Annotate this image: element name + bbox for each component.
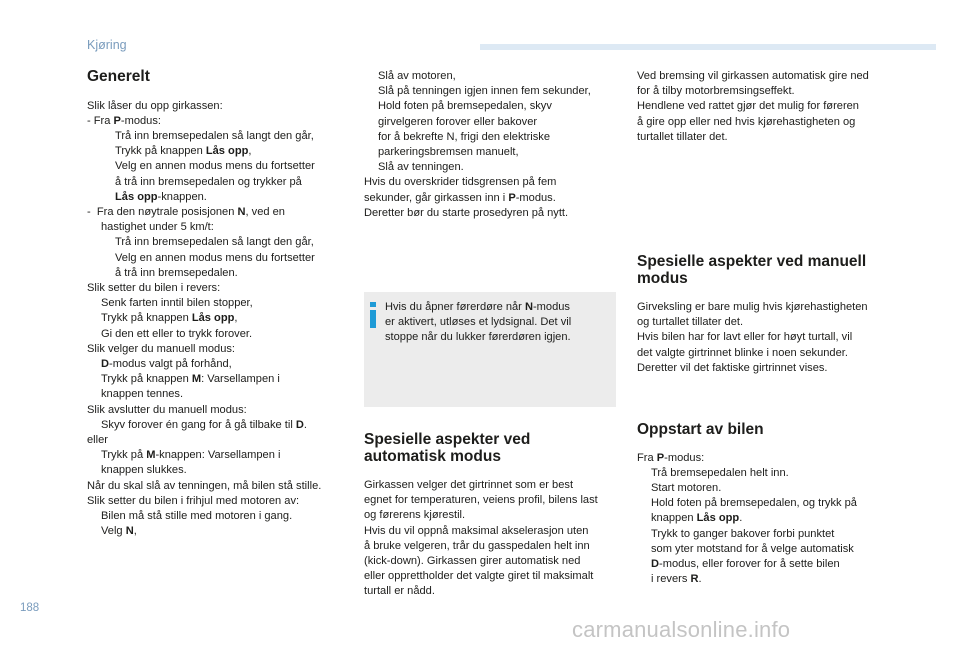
- text-line: eller opprettholder det valgte giret til maksimalt: [364, 570, 594, 583]
- text-line: for å bekrefte N, frigi den elektriske: [378, 130, 551, 143]
- text-line: og førerens kjørestil.: [364, 509, 466, 522]
- text-line: - Fra den nøytrale posisjonen N, ved en: [87, 205, 285, 218]
- list-item: Skyv forover én gang for å gå tilbake til D.: [101, 418, 307, 431]
- list-item: Start motoren.: [651, 481, 722, 494]
- info-text: [385, 300, 607, 346]
- list-item: Gi den ett eller to trykk forover.: [101, 327, 253, 340]
- text-line: egnet for temperaturen, veiens profil, bilens last: [364, 494, 598, 507]
- text-line: Velg N,: [101, 525, 137, 538]
- list-item: Trykk to ganger bakover forbi punktet: [651, 527, 835, 540]
- text-line: Girkassen velger det girtrinnet som er best: [364, 479, 574, 491]
- text-line: turtallet tillater det.: [637, 130, 728, 143]
- text-line: Ved bremsing vil girkassen automatisk gire ned: [637, 70, 869, 82]
- list-item: Bilen må stå stille med motoren i gang.: [101, 509, 293, 522]
- text-line: Hvis du overskrider tidsgrensen på fem: [364, 176, 557, 189]
- text-line: å trå inn bremsepedalen og trykker på: [115, 175, 302, 188]
- text-line: turtall er nådd.: [364, 585, 435, 598]
- text-line: sekunder, går girkassen inn i P-modus.: [364, 191, 556, 204]
- text-line: girvelgeren forover eller bakover: [378, 115, 538, 128]
- text-line: knappen tennes.: [101, 388, 184, 401]
- heading-manual-mode: Spesielle aspekter ved manuell modus: [637, 253, 867, 287]
- text-line: Deretter vil det faktiske girtrinnet vises.: [637, 361, 828, 374]
- text-line: parkeringsbremsen manuelt,: [378, 146, 519, 159]
- text-line: D-modus, eller forover for å sette bilen: [651, 557, 840, 570]
- text-line: Slik avslutter du manuell modus:: [87, 403, 247, 416]
- text-line: Girveksling er bare mulig hvis kjørehastigheten: [637, 301, 868, 313]
- text-line: som yter motstand for å velge automatisk: [651, 542, 854, 555]
- column-1: [87, 69, 349, 539]
- text-line: eller: [87, 433, 108, 446]
- info-box: [364, 292, 616, 407]
- text-line: det valgte girtrinnet blinke i noen sekunder.: [637, 346, 848, 359]
- text-line: - Fra P-modus:: [87, 114, 161, 127]
- text-line: Når du skal slå av tenningen, må bilen stå stille.: [87, 479, 322, 492]
- text-line: Hendlene ved rattet gjør det mulig for føreren: [637, 100, 859, 113]
- column-3-manual: [637, 254, 899, 376]
- text-line: Hvis du vil oppnå maksimal akselerasjon uten: [364, 524, 589, 537]
- list-item: Velg en annen modus mens du fortsetter: [115, 160, 315, 173]
- section-label: Kjøring: [87, 38, 127, 52]
- text-line: Deretter bør du starte prosedyren på nytt.: [364, 206, 569, 219]
- text-line: (kick-down). Girkassen girer automatisk ned: [364, 555, 581, 568]
- text-line: Slik velger du manuell modus:: [87, 342, 235, 355]
- list-item: Trykk på knappen Lås opp,: [101, 312, 238, 325]
- list-item: Slå av motoren,: [378, 70, 456, 82]
- page-number: 188: [20, 602, 40, 614]
- text-line: for å tilby motorbremsingseffekt.: [637, 85, 795, 98]
- heading-generelt: Generelt: [87, 68, 150, 85]
- column-3: [637, 69, 899, 145]
- text-line: å bruke velgeren, trår du gasspedalen helt inn: [364, 539, 590, 552]
- list-item: D-modus valgt på forhånd,: [101, 357, 232, 370]
- info-line: stoppe når du lukker førerdøren igjen.: [385, 331, 571, 344]
- list-item: Trykk på M-knappen: Varsellampen i: [101, 449, 281, 462]
- info-line: Hvis du åpner førerdøre når N-modus: [385, 301, 570, 313]
- watermark: carmanualsonline.info: [572, 617, 791, 642]
- text-line: Slik setter du bilen i frihjul med motoren av:: [87, 494, 300, 507]
- column-2-lower: [364, 432, 626, 600]
- list-item: Trykk på knappen M: Varsellampen i: [101, 373, 280, 386]
- text-line: Fra P-modus:: [637, 451, 705, 464]
- list-item: Slå på tenningen igjen innen fem sekunder,: [378, 85, 591, 98]
- heading-automatic-mode: Spesielle aspekter ved automatisk modus: [364, 431, 531, 465]
- text-line: Lås opp-knappen.: [115, 190, 207, 203]
- column-2: [364, 69, 626, 221]
- column-3-start: [637, 422, 899, 587]
- text-line: og turtallet tillater det.: [637, 316, 744, 329]
- heading-start: Oppstart av bilen: [637, 421, 764, 438]
- list-item: Trå inn bremsepedalen så langt den går,: [115, 236, 314, 249]
- info-icon: [370, 302, 376, 328]
- list-item: Hold foten på bremsepedalen, skyv: [378, 100, 552, 113]
- text-line: Hvis bilen har for lavt eller for høyt turtall, vil: [637, 331, 853, 344]
- text-line: Slik låser du opp girkassen:: [87, 99, 223, 112]
- list-item: Trå bremsepedalen helt inn.: [651, 466, 789, 479]
- list-item: Trykk på knappen Lås opp,: [115, 145, 252, 158]
- list-item: Hold foten på bremsepedalen, og trykk på: [651, 497, 857, 510]
- text-line: knappen Lås opp.: [651, 512, 743, 525]
- header-bar: [480, 44, 936, 50]
- text-line: hastighet under 5 km/t:: [101, 221, 214, 234]
- text-line: i revers R.: [651, 573, 702, 586]
- text-line: knappen slukkes.: [101, 464, 187, 477]
- text-line: Slik setter du bilen i revers:: [87, 281, 221, 294]
- list-item: Senk farten inntil bilen stopper,: [101, 297, 253, 310]
- text-line: å trå inn bremsepedalen.: [115, 266, 238, 279]
- list-item: Velg en annen modus mens du fortsetter: [115, 251, 315, 264]
- text-line: å gire opp eller ned hvis kjørehastigheten og: [637, 115, 856, 128]
- list-item: Trå inn bremsepedalen så langt den går,: [115, 129, 314, 142]
- info-line: er aktivert, utløses et lydsignal. Det vil: [385, 316, 572, 329]
- list-item: Slå av tenningen.: [378, 161, 464, 174]
